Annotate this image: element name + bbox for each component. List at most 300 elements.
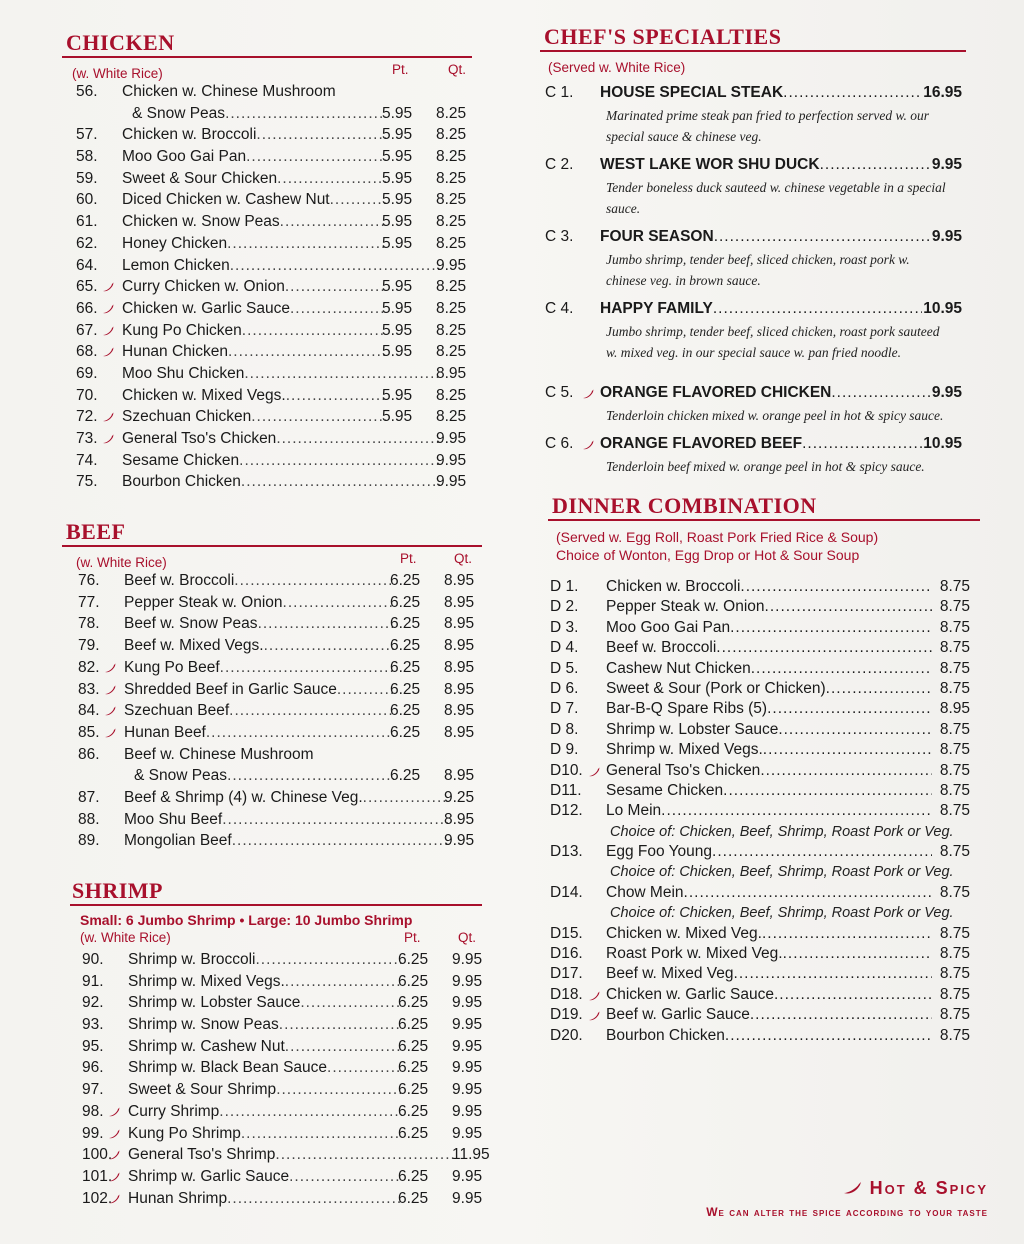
item-number: 72. <box>76 408 98 426</box>
leader-dots <box>760 761 932 781</box>
item-price-quart: 9.95 <box>436 256 467 274</box>
combo-code: D20. <box>550 1026 583 1044</box>
leader-dots <box>778 720 932 740</box>
combo-name: Chicken w. Garlic Sauce <box>606 985 774 1003</box>
combo-name: Pepper Steak w. Onion <box>606 598 765 616</box>
leader-dots <box>327 1057 402 1079</box>
leader-dots <box>228 341 386 363</box>
item-price-quart: 9.95 <box>436 451 467 469</box>
chili-pepper-icon <box>582 389 594 399</box>
combo-code: D18. <box>550 985 583 1003</box>
chicken-menu-item <box>62 363 482 385</box>
item-name-wrap <box>122 81 440 103</box>
leader-dots <box>283 592 394 614</box>
item-number: 101. <box>82 1167 113 1185</box>
combo-price: 8.75 <box>939 659 970 677</box>
item-name-wrap <box>128 1144 456 1166</box>
item-number: 64. <box>76 256 98 274</box>
leader-dots <box>251 406 386 428</box>
item-number: 66. <box>76 299 98 317</box>
combo-name-wrap <box>606 964 932 984</box>
item-price-quart: 9.95 <box>452 1081 483 1099</box>
item-price-pint: 6.25 <box>398 1189 429 1207</box>
item-price-quart: 8.25 <box>436 408 467 426</box>
leader-dots <box>244 363 440 385</box>
shrimp-menu-item <box>68 1014 482 1036</box>
item-number: 65. <box>76 278 98 296</box>
combo-name: Beef w. Broccoli <box>606 639 717 657</box>
beef-menu-item <box>64 722 482 744</box>
combo-price: 8.75 <box>939 598 970 616</box>
leader-dots <box>337 679 394 701</box>
item-price-pint: 6.25 <box>398 994 429 1012</box>
chili-pepper-icon <box>108 1129 120 1139</box>
combo-choice-note: Choice of: Chicken, Beef, Shrimp, Roast Pork or Veg. <box>610 864 954 881</box>
item-number: 61. <box>76 213 98 231</box>
special-name-wrap <box>600 297 922 321</box>
item-price-quart: 9.95 <box>452 951 483 968</box>
item-name-wrap <box>124 722 394 744</box>
chicken-menu-item <box>62 276 482 298</box>
beef-menu-item <box>64 787 482 809</box>
item-name: Hunan Beef <box>124 723 206 741</box>
item-price-quart: 8.25 <box>436 213 467 231</box>
item-name-wrap <box>122 298 386 320</box>
shrimp-menu-item <box>68 1057 482 1079</box>
combo-choice-note: Choice of: Chicken, Beef, Shrimp, Roast Pork or Veg. <box>610 823 954 840</box>
item-name: Kung Po Chicken <box>122 321 242 339</box>
chef-special-line <box>540 225 980 249</box>
chicken-menu-item <box>62 168 482 190</box>
dinner-combo-item <box>540 1026 980 1046</box>
combo-name: Bar-B-Q Spare Ribs (5) <box>606 700 768 718</box>
dinner-note-soup: Choice of Wonton, Egg Drop or Hot & Sour Soup <box>556 547 860 563</box>
leader-dots <box>730 618 932 638</box>
item-price-quart: 9.95 <box>452 1037 483 1055</box>
item-price-quart: 8.25 <box>436 104 467 122</box>
item-name: Hunan Shrimp <box>128 1189 228 1207</box>
dinner-combo-item <box>540 801 980 821</box>
dinner-combo-item <box>540 842 980 862</box>
special-name-wrap <box>600 381 930 405</box>
combo-code: D 1. <box>550 578 579 595</box>
special-name: WEST LAKE WOR SHU DUCK <box>600 156 820 173</box>
beef-section-header <box>62 517 482 547</box>
combo-name: Chicken w. Broccoli <box>606 578 741 595</box>
item-price-quart: 8.25 <box>436 278 467 296</box>
item-number: 90. <box>82 951 104 968</box>
item-number: 95. <box>82 1037 104 1055</box>
leader-dots <box>734 964 932 984</box>
beef-menu-item <box>64 765 482 787</box>
leader-dots <box>234 570 394 592</box>
item-price-quart: 9.95 <box>452 1124 483 1142</box>
item-number: 58. <box>76 148 98 166</box>
beef-menu-item <box>64 592 482 614</box>
special-name-wrap <box>600 225 930 249</box>
combo-code: D 2. <box>550 598 579 616</box>
chef-special-item <box>540 225 980 291</box>
combo-code: D12. <box>550 802 583 820</box>
dinner-combo-item <box>540 577 980 597</box>
leader-dots <box>774 985 932 1005</box>
chicken-subheader <box>62 62 482 81</box>
chicken-menu-item <box>62 255 482 277</box>
leader-dots <box>714 225 930 249</box>
item-price-pint: 6.25 <box>390 702 421 720</box>
combo-name: Chicken w. Mixed Veg. <box>606 924 762 942</box>
special-price: 9.95 <box>931 384 962 401</box>
combo-price: 8.75 <box>939 985 970 1003</box>
item-price-quart: 8.95 <box>444 658 475 676</box>
item-price-pint: 6.25 <box>398 1167 429 1185</box>
combo-name-wrap <box>606 699 932 719</box>
dinner-combo-item <box>540 720 980 740</box>
shrimp-section-header <box>62 876 482 906</box>
item-price-quart: 8.95 <box>444 572 475 590</box>
item-number: 97. <box>82 1081 104 1099</box>
item-number: 70. <box>76 386 98 404</box>
item-number: 99. <box>82 1124 104 1142</box>
leader-dots <box>279 1014 402 1036</box>
item-price-quart: 8.25 <box>436 126 467 144</box>
chili-pepper-icon <box>104 663 116 673</box>
leader-dots <box>285 276 386 298</box>
beef-qt-label: Qt. <box>454 551 473 567</box>
special-code: C 5. <box>545 384 574 401</box>
dinner-combo-item <box>540 597 980 617</box>
chef-special-item <box>540 153 980 219</box>
item-name-wrap <box>122 341 386 363</box>
item-price-quart: 8.95 <box>444 615 475 633</box>
item-number: 91. <box>82 972 104 990</box>
item-price-pint: 5.95 <box>382 386 413 404</box>
item-number: 73. <box>76 430 98 447</box>
item-name-wrap <box>124 613 394 635</box>
item-number: 82. <box>78 658 100 676</box>
dinner-combo-item <box>540 985 980 1005</box>
combo-name-wrap <box>606 924 932 944</box>
combo-price: 8.75 <box>939 883 970 901</box>
leader-dots <box>826 679 932 699</box>
special-price: 9.95 <box>931 228 962 245</box>
item-price-quart: 8.25 <box>436 343 467 361</box>
combo-code: D17. <box>550 965 583 983</box>
item-price-quart: 8.25 <box>436 234 467 252</box>
right-column <box>540 22 980 1046</box>
item-price-quart: 9.25 <box>444 788 475 806</box>
beef-menu-item <box>64 570 482 592</box>
leader-dots <box>820 153 930 177</box>
special-name-wrap <box>600 153 930 177</box>
leader-dots <box>230 255 440 277</box>
leader-dots <box>256 124 386 146</box>
item-name: Shrimp w. Broccoli <box>128 951 256 968</box>
combo-code: D 9. <box>550 741 579 759</box>
item-name: Curry Shrimp <box>128 1102 220 1120</box>
shrimp-menu-item <box>68 1079 482 1101</box>
item-price-pint: 5.95 <box>382 213 413 231</box>
item-name-wrap <box>124 700 394 722</box>
chef-special-line <box>540 297 980 321</box>
item-price-pint: 5.95 <box>382 321 413 339</box>
dinner-section-header <box>548 491 980 521</box>
beef-note: (w. White Rice) <box>76 555 167 571</box>
special-code: C 3. <box>545 228 574 245</box>
beef-menu-item <box>64 700 482 722</box>
item-price-pint: 6.25 <box>390 593 421 611</box>
chicken-menu-item <box>62 406 482 428</box>
item-number: 60. <box>76 191 98 209</box>
item-price-pint: 6.25 <box>398 972 429 990</box>
combo-name-wrap <box>606 679 932 699</box>
shrimp-note: (w. White Rice) <box>80 930 171 945</box>
chicken-qt-label: Qt. <box>448 62 467 77</box>
leader-dots <box>206 722 394 744</box>
shrimp-menu-item <box>68 971 482 993</box>
leader-dots <box>751 659 932 679</box>
spice-alter-note: We can alter the spice according to your taste <box>706 1205 988 1219</box>
item-name-wrap <box>128 971 402 993</box>
item-name-wrap <box>122 255 440 277</box>
item-name-wrap <box>122 168 386 190</box>
dinner-combo-item <box>540 944 980 964</box>
beef-rule <box>62 545 482 547</box>
item-name: Shrimp w. Lobster Sauce <box>128 994 301 1012</box>
leader-dots <box>222 809 448 831</box>
leader-dots <box>783 944 932 964</box>
chef-special-item <box>540 432 980 477</box>
combo-name-wrap <box>606 883 932 903</box>
item-name-wrap <box>124 830 448 852</box>
item-name: Beef w. Chinese Mushroom <box>124 745 314 763</box>
leader-dots <box>713 297 922 321</box>
chef-special-item <box>540 81 980 147</box>
leader-dots <box>285 971 402 993</box>
chili-pepper-icon <box>108 1150 120 1160</box>
combo-name: Chow Mein <box>606 883 684 901</box>
chicken-menu-item <box>62 103 482 125</box>
dinner-combo-item <box>540 1005 980 1025</box>
item-price-quart: 8.95 <box>444 723 475 741</box>
item-price-pint: 6.25 <box>390 572 421 590</box>
leader-dots <box>763 740 932 760</box>
chicken-section-header <box>62 28 472 58</box>
item-price-quart: 8.25 <box>436 169 467 187</box>
item-name-wrap <box>122 320 386 342</box>
chicken-note: (w. White Rice) <box>72 66 163 81</box>
item-price-pint: 6.25 <box>398 1059 429 1077</box>
item-price-pint: 6.25 <box>390 637 421 655</box>
combo-name: Lo Mein <box>606 802 662 820</box>
leader-dots <box>831 381 930 405</box>
item-name: Diced Chicken w. Cashew Nut <box>122 191 330 209</box>
chicken-menu-item <box>62 471 482 493</box>
item-number: 74. <box>76 451 98 469</box>
item-name-wrap <box>124 679 394 701</box>
special-price: 10.95 <box>923 300 962 317</box>
item-number: 100. <box>82 1146 113 1164</box>
item-name-wrap <box>128 1166 402 1188</box>
leader-dots <box>300 992 402 1014</box>
item-number: 84. <box>78 702 100 720</box>
leader-dots <box>229 700 394 722</box>
item-name-wrap <box>122 146 386 168</box>
leader-dots <box>242 320 386 342</box>
item-price-quart: 9.95 <box>452 1167 483 1185</box>
beef-subheader <box>62 551 482 570</box>
chili-pepper-icon <box>108 1107 120 1117</box>
beef-menu-item <box>64 613 482 635</box>
item-price-quart: 8.95 <box>444 702 475 720</box>
item-name: Sweet & Sour Chicken <box>122 169 278 187</box>
item-number: 68. <box>76 343 98 361</box>
item-price-pint: 6.25 <box>398 1016 429 1034</box>
leader-dots <box>661 801 932 821</box>
item-price-pint: 5.95 <box>382 169 413 187</box>
beef-menu-item <box>64 635 482 657</box>
special-price: 10.95 <box>923 435 962 452</box>
dinner-combo-item <box>540 740 980 760</box>
item-number: 67. <box>76 321 98 339</box>
dinner-combo-item <box>540 761 980 781</box>
chili-pepper-icon <box>842 1181 862 1195</box>
combo-name-wrap <box>606 1026 932 1046</box>
chili-pepper-icon <box>102 326 114 336</box>
item-price-pint: 6.25 <box>398 1081 429 1099</box>
item-name: Kung Po Beef <box>124 658 220 676</box>
item-price-quart: 9.95 <box>452 1189 483 1207</box>
combo-price: 8.75 <box>939 1026 970 1044</box>
chef-special-line <box>540 153 980 177</box>
item-number: 83. <box>78 680 100 698</box>
combo-name: Beef w. Garlic Sauce <box>606 1006 750 1024</box>
combo-name-wrap <box>606 944 932 964</box>
beef-pt-label: Pt. <box>400 551 417 567</box>
leader-dots <box>783 81 922 105</box>
chefs-rule <box>540 50 966 52</box>
item-name-wrap <box>128 949 402 971</box>
combo-price: 8.95 <box>939 700 970 718</box>
item-price-quart: 8.95 <box>444 810 475 828</box>
hot-spicy-legend <box>706 1178 988 1219</box>
combo-name-wrap <box>606 659 932 679</box>
combo-name-wrap <box>606 740 932 760</box>
chefs-section-header <box>540 22 966 52</box>
chef-special-line <box>540 81 980 105</box>
leader-dots <box>219 1101 402 1123</box>
item-price-quart: 9.95 <box>452 1016 483 1034</box>
item-name-wrap <box>124 570 394 592</box>
hot-spicy-label-row <box>706 1178 988 1199</box>
item-name: Shredded Beef in Garlic Sauce <box>124 680 337 698</box>
special-description: Jumbo shrimp, tender beef, sliced chicken, roast pork sauteed w. mixed veg. in our special sauce w. pan fried noodle. <box>606 324 940 360</box>
item-name-wrap <box>134 765 394 787</box>
item-name: Beef w. Mixed Vegs. <box>124 637 264 655</box>
leader-dots <box>762 924 932 944</box>
chili-pepper-icon <box>102 304 114 314</box>
special-name: ORANGE FLAVORED BEEF <box>600 435 803 452</box>
item-number: 98. <box>82 1102 104 1120</box>
item-name: Beef w. Snow Peas <box>124 615 258 633</box>
leader-dots <box>802 432 922 456</box>
shrimp-menu-item <box>68 992 482 1014</box>
chicken-menu-item <box>62 211 482 233</box>
combo-name-wrap <box>606 801 932 821</box>
item-name: Moo Goo Gai Pan <box>122 148 247 166</box>
dinner-combo-item <box>540 659 980 679</box>
leader-dots <box>255 949 402 971</box>
chili-pepper-icon <box>104 685 116 695</box>
item-price-pint: 5.95 <box>382 148 413 166</box>
leader-dots <box>684 883 932 903</box>
leader-dots <box>765 597 932 617</box>
leader-dots <box>232 830 448 852</box>
combo-price: 8.75 <box>939 1006 970 1024</box>
combo-name: Roast Pork w. Mixed Veg. <box>606 945 783 963</box>
shrimp-list <box>62 949 490 1209</box>
combo-name-wrap <box>606 577 932 597</box>
item-price-pint: 5.95 <box>382 278 413 296</box>
chicken-menu-item <box>62 385 482 407</box>
item-number: 59. <box>76 169 98 187</box>
item-name: Shrimp w. Garlic Sauce <box>128 1167 290 1185</box>
leader-dots <box>330 189 386 211</box>
beef-menu-item <box>64 744 482 766</box>
item-name-wrap <box>122 276 386 298</box>
item-name: Bourbon Chicken <box>122 473 241 491</box>
combo-price: 8.75 <box>939 639 970 657</box>
item-name: Chicken w. Garlic Sauce <box>122 299 290 317</box>
item-name-wrap <box>128 1079 402 1101</box>
item-name-wrap <box>124 657 394 679</box>
special-name: FOUR SEASON <box>600 228 714 245</box>
item-name-wrap <box>128 1014 402 1036</box>
item-name: General Tso's Chicken <box>122 430 277 447</box>
item-name: Curry Chicken w. Onion <box>122 278 285 296</box>
item-name-wrap <box>128 1036 402 1058</box>
combo-name: Cashew Nut Chicken <box>606 659 751 677</box>
special-code: C 2. <box>545 156 574 173</box>
leader-dots <box>716 638 932 658</box>
combo-code: D19. <box>550 1006 583 1024</box>
special-name-wrap <box>600 81 922 105</box>
leader-dots <box>258 613 394 635</box>
chicken-menu-item <box>62 146 482 168</box>
item-number: 62. <box>76 234 98 252</box>
item-price-quart: 8.95 <box>444 680 475 698</box>
combo-code: D14. <box>550 883 583 901</box>
combo-name: Moo Goo Gai Pan <box>606 618 731 636</box>
combo-price: 8.75 <box>939 965 970 983</box>
leader-dots <box>220 657 394 679</box>
chili-pepper-icon <box>104 728 116 738</box>
item-price-pint: 5.95 <box>382 104 413 122</box>
dinner-rule <box>548 519 980 521</box>
chili-pepper-icon <box>108 1172 120 1182</box>
leader-dots <box>290 298 386 320</box>
item-number: 69. <box>76 364 98 382</box>
item-name: Sesame Chicken <box>122 451 240 469</box>
shrimp-menu-item <box>68 949 482 971</box>
item-name: Shrimp w. Cashew Nut <box>128 1037 285 1055</box>
chili-pepper-icon <box>588 767 600 777</box>
combo-code: D10. <box>550 761 583 779</box>
leader-dots <box>712 842 932 862</box>
special-name: HAPPY FAMILY <box>600 300 713 317</box>
shrimp-menu-item <box>68 1144 490 1166</box>
item-price-pint: 5.95 <box>382 234 413 252</box>
